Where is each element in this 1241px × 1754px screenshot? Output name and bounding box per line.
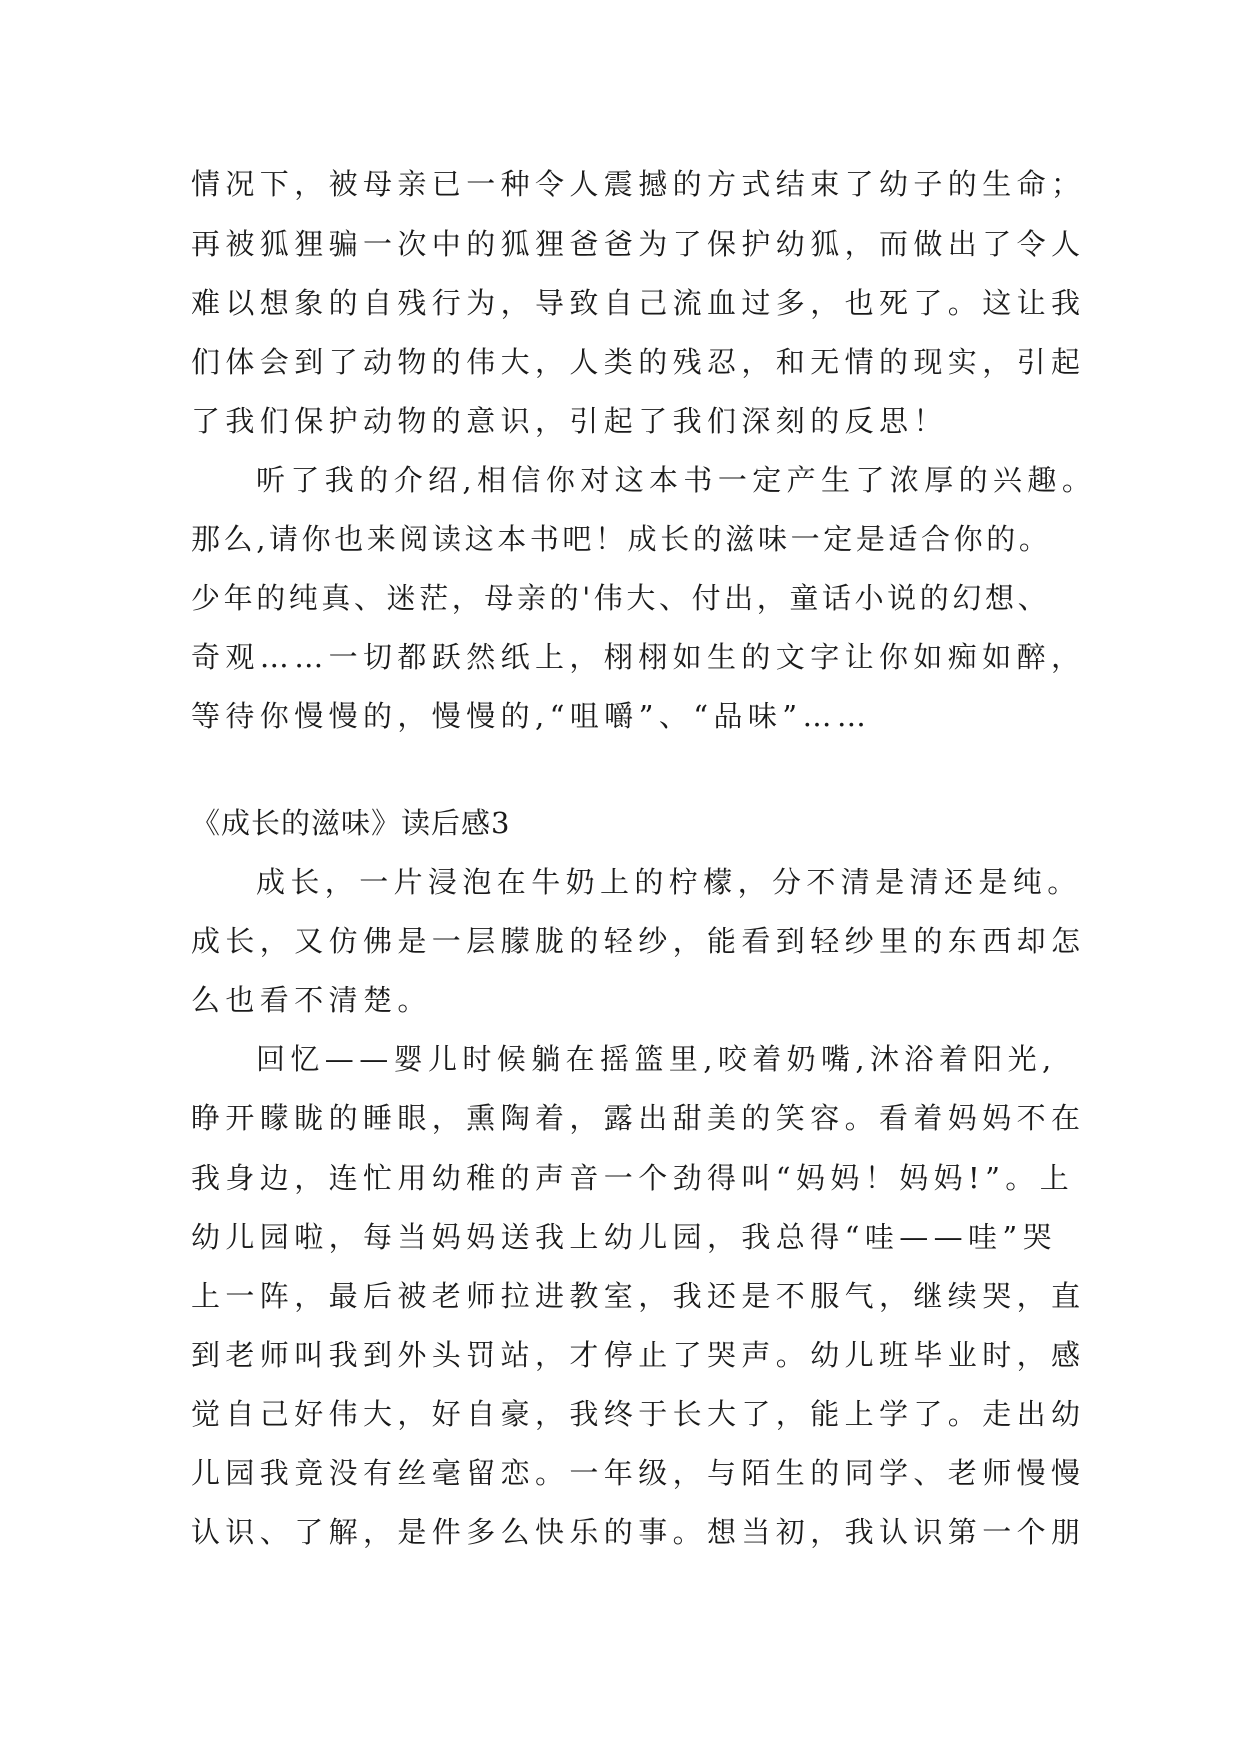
- text-line: 了我们保护动物的意识，引起了我们深刻的反思！: [191, 404, 948, 438]
- text-line: 幼儿园啦，每当妈妈送我上幼儿园，我总得“哇——哇”哭: [191, 1220, 1058, 1254]
- text-line: 情况下，被母亲已一种令人震撼的方式结束了幼子的生命；: [191, 167, 1086, 201]
- text-line: 难以想象的自残行为，导致自己流血过多，也死了。这让我: [191, 286, 1086, 320]
- text-line: 到老师叫我到外头罚站，才停止了哭声。幼儿班毕业时，感: [191, 1338, 1086, 1372]
- text-line: 我身边，连忙用幼稚的声音一个劲得叫“妈妈！妈妈!”。上: [191, 1161, 1075, 1195]
- text-line: 儿园我竟没有丝毫留恋。一年级，与陌生的同学、老师慢慢: [191, 1456, 1086, 1490]
- paragraph-first-line: 回忆——婴儿时候躺在摇篮里,咬着奶嘴,沐浴着阳光,: [256, 1042, 1057, 1076]
- paragraph-first-line: 成长，一片浸泡在牛奶上的柠檬，分不清是清还是纯。: [256, 865, 1082, 899]
- text-line: 那么,请你也来阅读这本书吧！成长的滋味一定是适合你的。: [191, 522, 1052, 556]
- text-line: 上一阵，最后被老师拉进教室，我还是不服气，继续哭，直: [191, 1279, 1086, 1313]
- text-line: 奇观……一切都跃然纸上，栩栩如生的文字让你如痴如醉，: [191, 640, 1086, 674]
- text-line: 睁开矇眬的睡眼，熏陶着，露出甜美的笑容。看着妈妈不在: [191, 1101, 1086, 1135]
- paragraph-first-line: 听了我的介绍,相信你对这本书一定产生了浓厚的兴趣。: [256, 463, 1097, 497]
- text-line: 们体会到了动物的伟大，人类的残忍，和无情的现实，引起: [191, 345, 1086, 379]
- text-line: 认识、了解，是件多么快乐的事。想当初，我认识第一个朋: [191, 1515, 1086, 1549]
- text-line: 再被狐狸骗一次中的狐狸爸爸为了保护幼狐，而做出了令人: [191, 227, 1086, 261]
- text-line: 么也看不清楚。: [191, 983, 432, 1017]
- text-line: 觉自己好伟大，好自豪，我终于长大了，能上学了。走出幼: [191, 1397, 1086, 1431]
- section-heading: 《成长的滋味》读后感3: [191, 806, 511, 840]
- text-line: 成长，又仿佛是一层朦胧的轻纱，能看到轻纱里的东西却怎: [191, 924, 1086, 958]
- text-line: 少年的纯真、迷茫，母亲的'伟大、付出，童话小说的幻想、: [191, 581, 1051, 615]
- text-line: 等待你慢慢的，慢慢的,“咀嚼”、“品味”……: [191, 699, 872, 733]
